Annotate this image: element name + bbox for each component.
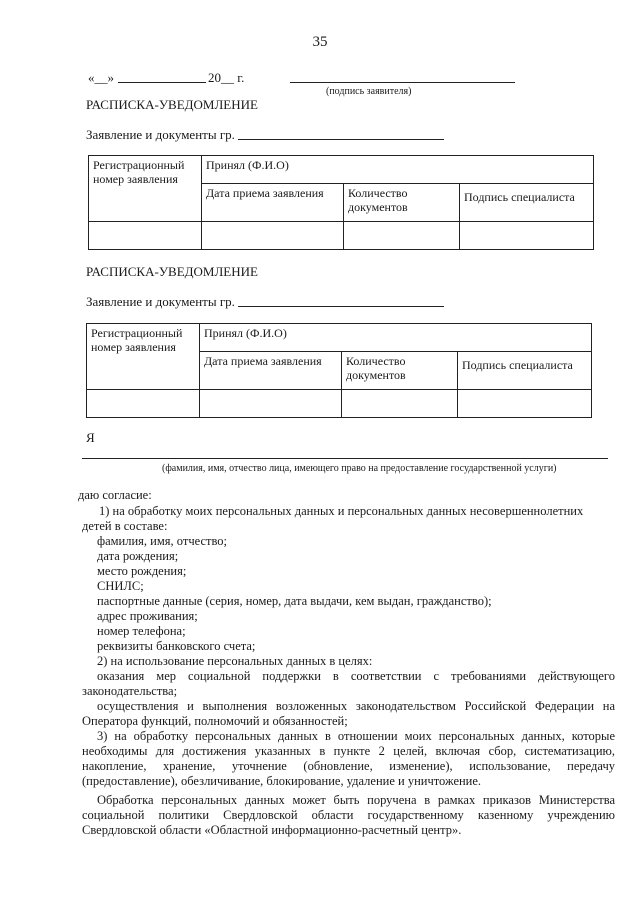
receipt-docs-name-line	[238, 306, 444, 307]
applicant-name-line	[82, 458, 608, 459]
page-number: 35	[312, 34, 328, 50]
applicant-name-caption: (фамилия, имя, отчество лица, имеющего право на предоставление государственной услуги)	[162, 463, 557, 474]
date-year: 20__ г.	[208, 70, 245, 85]
data-item: адрес проживания;	[97, 609, 198, 623]
reg-number-header: Регистрационный номер заявления	[89, 156, 202, 222]
data-item: место рождения;	[97, 564, 187, 578]
reg-number-cell	[87, 390, 200, 418]
doc-count-header: Количество документов	[342, 352, 458, 390]
receipt-table	[86, 323, 592, 418]
doc-count-cell	[344, 222, 460, 250]
consent-p2b-line1: осуществления и выполнения возложенных законодательством Российской Федерации на	[97, 699, 615, 713]
specialist-signature-header: Подпись специалиста	[458, 352, 592, 390]
consent-p2: 2) на использование персональных данных в целях:	[97, 654, 373, 668]
applicant-signature-line	[290, 82, 515, 83]
receipt-docs-label: Заявление и документы гр.	[86, 294, 235, 309]
receipt-docs-label: Заявление и документы гр.	[86, 127, 235, 142]
consent-p1-line2: детей в составе:	[82, 519, 168, 533]
receipt-title: РАСПИСКА-УВЕДОМЛЕНИЕ	[86, 264, 258, 279]
applicant-signature-caption: (подпись заявителя)	[326, 86, 412, 97]
consent-p1-line1: 1) на обработку моих персональных данных и персональных данных несовершеннолетних	[99, 504, 584, 518]
doc-count-header: Количество документов	[344, 184, 460, 222]
date-received-header: Дата приема заявления	[202, 184, 344, 222]
data-item: реквизиты банковского счета;	[97, 639, 256, 653]
reg-number-cell	[89, 222, 202, 250]
consent-i-label: Я	[86, 430, 95, 445]
final-line: Обработка персональных данных может быть поручена в рамках приказов Министерства	[97, 793, 615, 807]
accepted-by-header: Принял (Ф.И.О)	[200, 324, 592, 352]
consent-p2a-line2: законодательства;	[82, 684, 178, 698]
doc-count-cell	[342, 390, 458, 418]
accepted-by-header: Принял (Ф.И.О)	[202, 156, 594, 184]
reg-number-header: Регистрационный номер заявления	[87, 324, 200, 390]
final-line: социальной политики Свердловской области государственному казенному учреждению	[82, 808, 615, 822]
specialist-signature-header: Подпись специалиста	[460, 184, 594, 222]
date-received-cell	[200, 390, 342, 418]
date-received-header: Дата приема заявления	[200, 352, 342, 390]
data-item: СНИЛС;	[97, 579, 144, 593]
receipt-docs-name-line	[238, 139, 444, 140]
data-item: номер телефона;	[97, 624, 186, 638]
consent-p2b-line2: Оператора функций, полномочий и обязанностей;	[82, 714, 348, 728]
date-month-line	[118, 82, 206, 83]
data-item: фамилия, имя, отчество;	[97, 534, 228, 548]
receipt-table	[88, 155, 594, 250]
specialist-signature-cell	[460, 222, 594, 250]
consent-p3-line: накопление, хранение, уточнение (обновление, изменение), использование, передачу	[82, 759, 615, 773]
specialist-signature-cell	[458, 390, 592, 418]
consent-p3-line: необходимы для достижения указанных в пункте 2 целей, включая сбор, систематизацию,	[82, 744, 615, 758]
give-consent: даю согласие:	[78, 488, 152, 502]
consent-p3-line: (предоставление), обезличивание, блокирование, удаление и уничтожение.	[82, 774, 482, 788]
data-item: дата рождения;	[97, 549, 179, 563]
consent-p3-line: 3) на обработку персональных данных в отношении моих персональных данных, которые	[97, 729, 615, 743]
final-line: Свердловской области «Областной информационно-расчетный центр».	[82, 823, 462, 837]
receipt-title: РАСПИСКА-УВЕДОМЛЕНИЕ	[86, 97, 258, 112]
date-received-cell	[202, 222, 344, 250]
consent-p2a-line1: оказания мер социальной поддержки в соответствии с требованиями действующего	[97, 669, 615, 683]
data-item: паспортные данные (серия, номер, дата выдачи, кем выдан, гражданство);	[97, 594, 492, 608]
date-day: «__»	[88, 70, 114, 85]
